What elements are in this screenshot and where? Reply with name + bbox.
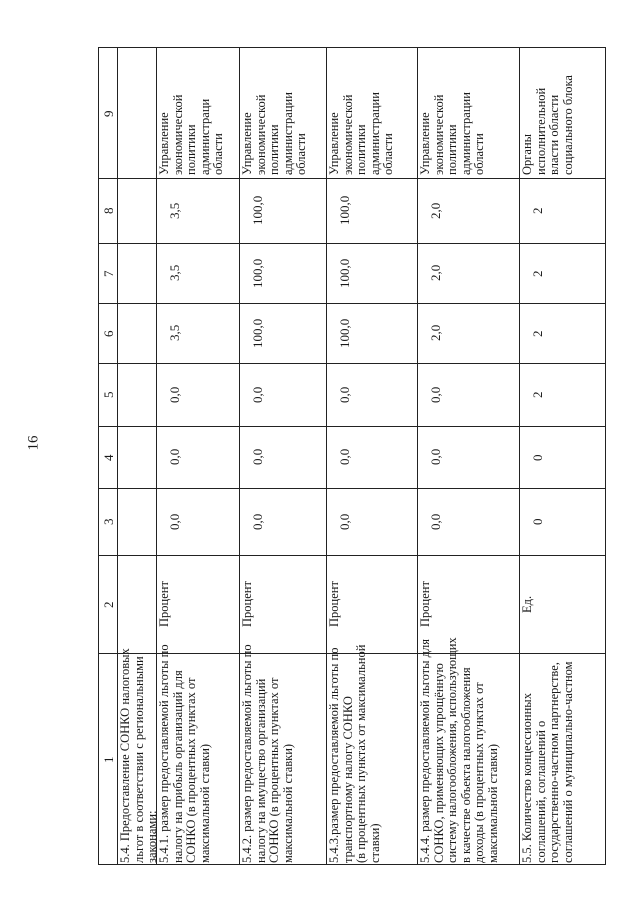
- column-header: 4: [100, 454, 116, 461]
- value-cell: 3,5: [166, 264, 182, 281]
- column-header: 2: [100, 601, 116, 608]
- value-cell: 0,0: [336, 386, 352, 403]
- executor-text: экономической: [253, 94, 268, 175]
- executor-text: Управление: [327, 112, 341, 175]
- column-divider: [99, 555, 605, 556]
- value-cell: 0,0: [249, 513, 265, 530]
- executor-text: социального блока: [560, 75, 575, 175]
- executor-text: области: [294, 133, 309, 175]
- column-divider: [99, 178, 605, 179]
- value-cell: 0,0: [427, 386, 443, 403]
- value-cell: 100,0: [249, 195, 265, 225]
- indicator-text: соглашений, соглашений о: [533, 720, 548, 863]
- column-divider: [99, 363, 605, 364]
- executor-text: экономической: [170, 94, 185, 175]
- column-divider: [99, 303, 605, 304]
- indicator-text: систему налогообложения, использующих: [445, 637, 460, 863]
- value-cell: 0,0: [427, 513, 443, 530]
- indicator-text: 5.4. Предоставление СОНКО налоговых: [118, 648, 132, 863]
- indicator-text: максимальной ставки): [486, 743, 500, 863]
- executor-text: администрации: [458, 92, 473, 175]
- value-cell: 2: [529, 391, 545, 398]
- indicator-text: максимальной ставки): [280, 743, 295, 863]
- unit-cell: Процент: [240, 581, 254, 627]
- executor-text: экономической: [431, 94, 446, 175]
- value-cell: 2: [529, 330, 545, 337]
- page-number: 16: [25, 435, 42, 451]
- column-divider: [99, 653, 605, 654]
- indicator-text: 5.4.3.размер предоставляемой льготы по: [327, 647, 341, 863]
- indicator-text: СОНКО, применяющих упрощённую: [431, 663, 446, 863]
- indicator-text: доходы (в процентных пунктах от: [472, 682, 487, 863]
- value-cell: 0,0: [249, 386, 265, 403]
- value-cell: 0,0: [249, 448, 265, 465]
- value-cell: 0,0: [166, 386, 182, 403]
- indicator-text: СОНКО (в процентных пунктах от: [267, 677, 282, 863]
- column-header: 6: [100, 330, 116, 337]
- value-cell: 2,0: [427, 324, 443, 341]
- unit-cell: Процент: [157, 581, 171, 627]
- executor-text: Органы: [520, 133, 534, 175]
- value-cell: 2: [529, 207, 545, 214]
- column-divider: [99, 488, 605, 489]
- indicator-text: соглашений о муниципально-частном: [560, 661, 575, 863]
- executor-text: администрации: [280, 92, 295, 175]
- value-cell: 2,0: [427, 202, 443, 219]
- column-header: 5: [100, 391, 116, 398]
- value-cell: 0,0: [166, 513, 182, 530]
- indicator-text: в качестве объекта налогообложения: [458, 667, 473, 863]
- column-header: 8: [100, 207, 116, 214]
- executor-text: области: [381, 133, 396, 175]
- executor-text: области: [211, 133, 226, 175]
- column-header: 7: [100, 270, 116, 277]
- executor-text: экономической: [340, 94, 355, 175]
- executor-text: области: [472, 133, 487, 175]
- executor-text: политики: [354, 124, 369, 175]
- unit-cell: Процент: [327, 581, 341, 627]
- column-header: 3: [100, 518, 116, 525]
- value-cell: 100,0: [249, 318, 265, 348]
- executor-text: Управление: [157, 112, 171, 175]
- column-header: 1: [100, 756, 116, 763]
- indicator-table: [98, 47, 606, 865]
- value-cell: 3,5: [166, 202, 182, 219]
- value-cell: 0: [529, 454, 545, 461]
- value-cell: 3,5: [166, 324, 182, 341]
- value-cell: 100,0: [336, 318, 352, 348]
- indicator-text: 5.4.2. размер предоставляемой льготы по: [240, 644, 254, 863]
- value-cell: 0: [529, 518, 545, 525]
- executor-text: власти области: [547, 94, 562, 175]
- indicator-text: льгот в соответствии с региональными: [131, 656, 146, 863]
- value-cell: 100,0: [336, 195, 352, 225]
- indicator-text: налогу на имущество организаций: [253, 678, 268, 863]
- column-divider: [99, 426, 605, 427]
- executor-text: администраци: [197, 98, 212, 175]
- indicator-text: законами:: [145, 810, 160, 863]
- indicator-text: 5.4.1. размер предоставляемой льготы по: [157, 644, 171, 863]
- indicator-text: 5.5. Количество концессионных: [520, 693, 534, 863]
- indicator-text: (в процентных пунктах от максимальной: [354, 644, 369, 863]
- executor-text: политики: [267, 124, 282, 175]
- value-cell: 2: [529, 270, 545, 277]
- indicator-text: СОНКО (в процентных пунктах от: [184, 677, 199, 863]
- value-cell: 100,0: [336, 258, 352, 288]
- column-header: 9: [100, 110, 116, 117]
- indicator-text: 5.4.4. размер предоставляемой льготы для: [418, 638, 432, 863]
- executor-text: исполнительной: [533, 87, 548, 175]
- indicator-text: государственно-частном партнерстве,: [547, 662, 562, 863]
- column-divider: [99, 243, 605, 244]
- indicator-text: налогу на прибыль организаций для: [170, 670, 185, 863]
- unit-cell: Ед.: [520, 595, 534, 613]
- indicator-text: транспортному налогу СОНКО: [340, 696, 355, 863]
- executor-text: политики: [445, 124, 460, 175]
- executor-text: Управление: [240, 112, 254, 175]
- value-cell: 0,0: [336, 448, 352, 465]
- value-cell: 0,0: [166, 448, 182, 465]
- indicator-text: ставки): [367, 823, 382, 863]
- value-cell: 100,0: [249, 258, 265, 288]
- executor-text: Управление: [418, 112, 432, 175]
- indicator-text: максимальной ставки): [197, 743, 212, 863]
- executor-text: администрации: [367, 92, 382, 175]
- executor-text: политики: [184, 124, 199, 175]
- unit-cell: Процент: [418, 581, 432, 627]
- value-cell: 2,0: [427, 264, 443, 281]
- value-cell: 0,0: [427, 448, 443, 465]
- value-cell: 0,0: [336, 513, 352, 530]
